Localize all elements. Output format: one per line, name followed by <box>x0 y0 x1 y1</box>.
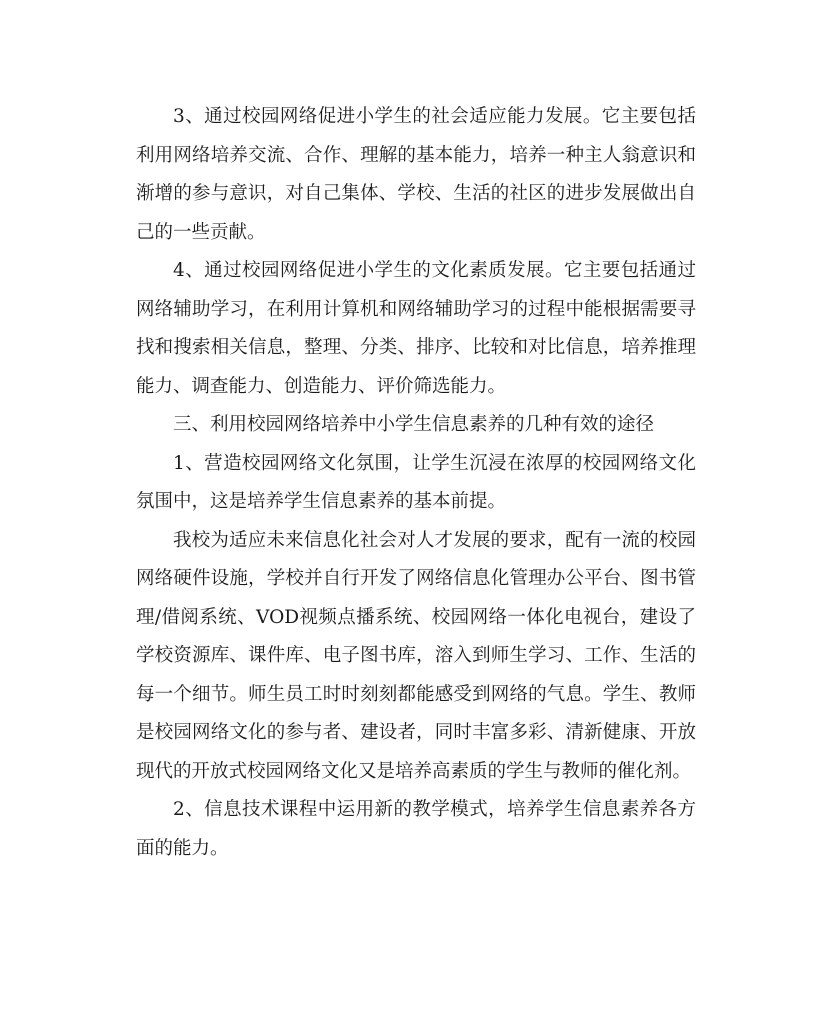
paragraph-social-adaptation: 3、通过校园网络促进小学生的社会适应能力发展。它主要包括利用网络培养交流、合作、理解的基本能力，培养一种主人翁意识和渐增的参与意识，对自己集体、学校、生活的社区的进步发展做出自己的一些贡献。 <box>136 106 696 243</box>
document-body <box>136 98 696 868</box>
section-heading-effective-approaches: 三、利用校园网络培养中小学生信息素养的几种有效的途径 <box>173 414 655 435</box>
paragraph-teaching-mode: 2、信息技术课程中运用新的教学模式，培养学生信息素养各方面的能力。 <box>136 799 696 859</box>
paragraph-network-culture: 1、营造校园网络文化氛围，让学生沉浸在浓厚的校园网络文化氛围中，这是培养学生信息素养的基本前提。 <box>136 452 696 512</box>
paragraph-school-facilities: 我校为适应未来信息化社会对人才发展的要求，配有一流的校园网络硬件设施，学校并自行开发了网络信息化管理办公平台、图书管理/借阅系统、VOD视频点播系统、校园网络一体化电视台，建设了学校资源库、课件库、电子图书库，溶入到师生学习、工作、生活的每一个细节。师生员工时时刻刻都能感受到网络的气息。学生、教师是校园网络文化的参与者、建设者，同时丰富多彩、清新健康、开放现代的开放式校园网络文化又是培养高素质的学生与教师的催化剂。 <box>136 529 696 782</box>
paragraph-cultural-quality: 4、通过校园网络促进小学生的文化素质发展。它主要包括通过网络辅助学习，在利用计算机和网络辅助学习的过程中能根据需要寻找和搜索相关信息，整理、分类、排序、比较和对比信息，培养推理能力、调查能力、创造能力、评价筛选能力。 <box>136 260 696 397</box>
